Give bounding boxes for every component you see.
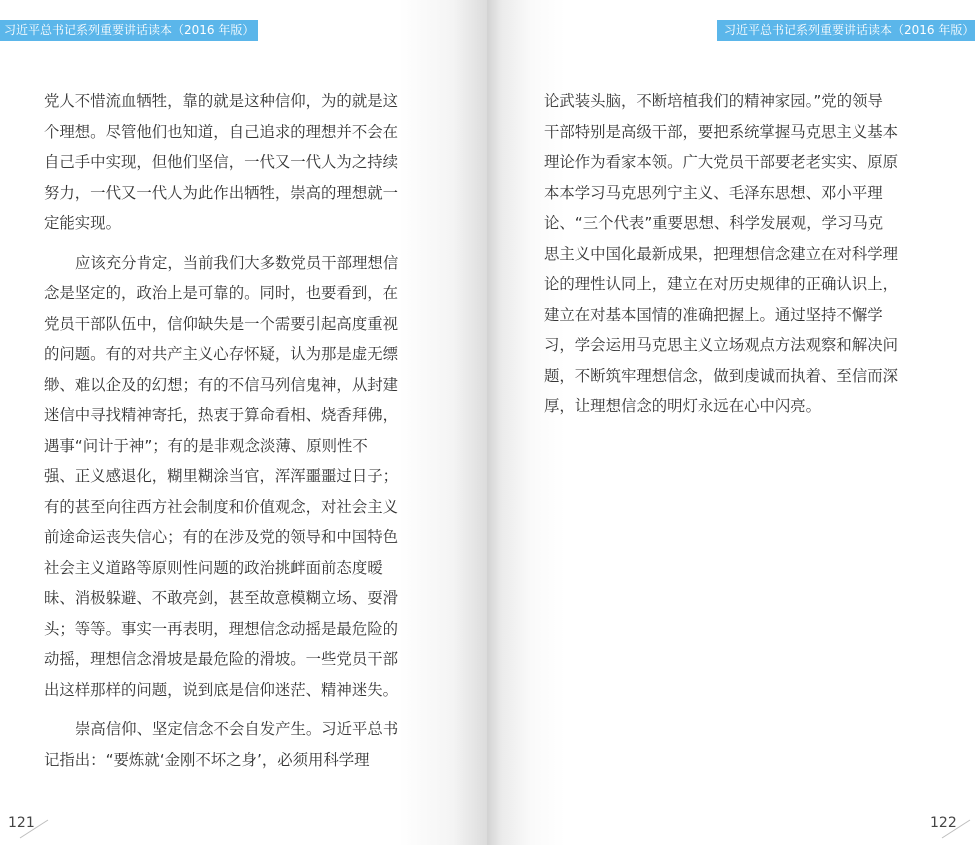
page-corner-decoration-left <box>10 818 50 840</box>
left-page <box>0 0 487 845</box>
right-page <box>487 0 975 845</box>
running-header-right: 习近平总书记系列重要讲话读本（2016 年版） <box>717 20 975 41</box>
page-corner-decoration-right <box>932 818 972 840</box>
right-page-body <box>544 86 916 431</box>
page-number-left: 121 <box>8 815 35 831</box>
left-page-body <box>44 86 416 784</box>
paragraph-right-1: 论武装头脑，不断培植我们的精神家园。”党的领导 干部特别是高级干部，要把系统掌握马克思主义基本 理论作为看家本领。广大党员干部要老老实实、原原 本本学习马克思列宁主义、毛泽东思想、邓小平理 论、“三个代表”重要思想、科学发展观，学习马克 思主义中国化最新成果，把理想信念建立在对科学理 论的理性认同上，建立在对历史规律的正确认识上， 建立在对基本国情的准确把握上。通过坚持不懈学 习，学会运用马克思主义立场观点方法观察和解决问 题，不断筑牢理想信念，做到虔诚而执着、至信而深 厚，让理想信念的明灯永远在心中闪亮。 <box>544 92 898 415</box>
paragraph-left-2: 应该充分肯定，当前我们大多数党员干部理想信 念是坚定的，政治上是可靠的。同时，也要看到，在 党员干部队伍中，信仰缺失是一个需要引起高度重视 的问题。有的对共产主义心存怀疑，认为那是虚无缥 缈、难以企及的幻想；有的不信马列信鬼神，从封建 迷信中寻找精神寄托，热衷于算命看相、烧香拜佛， 遇事“问计于神”；有的是非观念淡薄、原则性不 强、正义感退化，糊里糊涂当官，浑浑噩噩过日子； 有的甚至向往西方社会制度和价值观念，对社会主义 前途命运丧失信心；有的在涉及党的领导和中国特色 社会主义道路等原则性问题的政治挑衅面前态度暧 昧、消极躲避、不敢亮剑，甚至故意模糊立场、耍滑 头；等等。事实一再表明，理想信念动摇是最危险的 动摇，理想信念滑坡是最危险的滑坡。一些党员干部 出这样那样的问题，说到底是信仰迷茫、精神迷失。 <box>44 253 399 699</box>
running-header-left: 习近平总书记系列重要讲话读本（2016 年版） <box>0 20 258 41</box>
paragraph-left-1: 党人不惜流血牺牲，靠的就是这种信仰，为的就是这 个理想。尽管他们也知道，自己追求的理想并不会在 自己手中实现，但他们坚信，一代又一代人为之持续 努力，一代又一代人为此作出牺牲，崇高的理想就一 定能实现。 <box>44 92 398 232</box>
page-number-right: 122 <box>930 815 957 831</box>
paragraph-left-3: 崇高信仰、坚定信念不会自发产生。习近平总书 记指出：“要炼就‘金刚不坏之身’，必须用科学理 <box>44 720 399 769</box>
